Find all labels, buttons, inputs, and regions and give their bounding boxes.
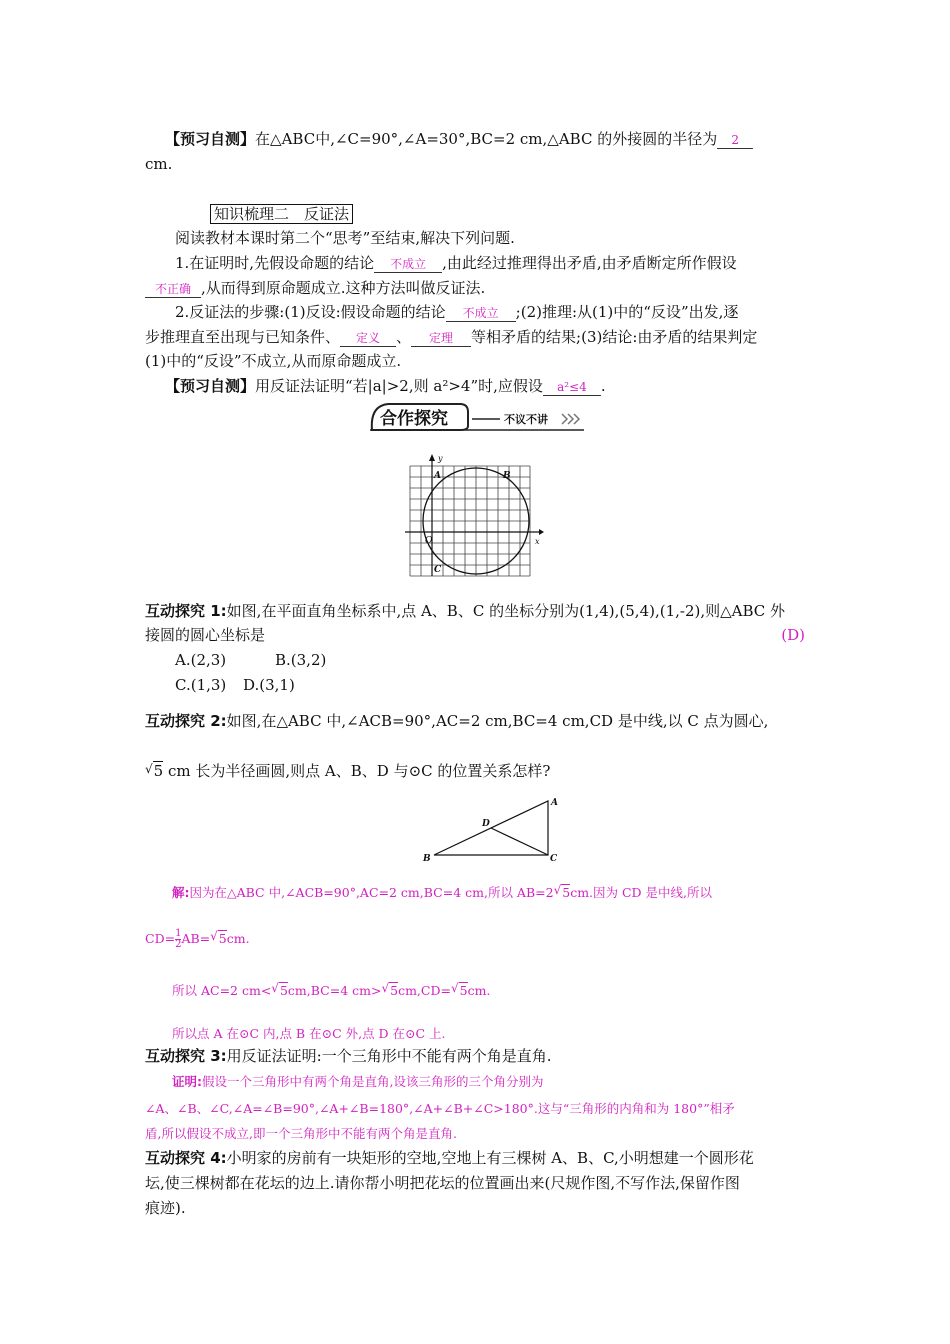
option-c[interactable]: C.(1,3) — [175, 676, 227, 694]
exercise-4: 互动探究 4:小明家的房前有一块矩形的空地,空地上有三棵树 A、B、C,小明想建一个圆形花 — [145, 1149, 754, 1167]
answer-blank[interactable]: 2 — [717, 132, 753, 149]
cooperation-banner — [368, 400, 586, 434]
point-b-label: B — [503, 471, 511, 481]
solution-line-2: CD= $\frac{1}{2}$ AB=√5cm. — [145, 928, 250, 950]
option-a[interactable]: A.(2,3) — [175, 651, 227, 669]
proof-line-1: 证明:假设一个三角形中有两个角是直角,设该三角形的三个角分别为 — [172, 1074, 544, 1089]
triangle-svg — [420, 795, 570, 865]
unit-text: cm. — [145, 155, 173, 173]
q2-line: 2.反证法的步骤:(1)反设:假设命题的结论 不成立 ;(2)推理:从(1)中的“反设”出发,逐 — [175, 303, 739, 321]
answer-blank[interactable]: 定义 — [340, 330, 396, 347]
point-c-label: C — [434, 565, 442, 575]
grid-svg — [405, 452, 545, 578]
point-a-label: A — [434, 471, 441, 481]
exercise-1: 互动探究 1:如图,在平面直角坐标系中,点 A、B、C 的坐标分别为(1,4),(5,4),(1,-2),则△ABC 外 — [145, 602, 786, 620]
q2-line-2: 步推理直至出现与已知条件、 定义 、 定理 等相矛盾的结果;(3)结论:由矛盾的结果判定 — [145, 328, 758, 346]
answer-blank[interactable]: 不成立 — [374, 256, 442, 273]
exercise-2: 互动探究 2:如图,在△ABC 中,∠ACB=90°,AC=2 cm,BC=4 cm,CD 是中线,以 C 点为圆心, — [145, 712, 769, 730]
exercise-2-line-2: √5 cm 长为半径画圆,则点 A、B、D 与⊙C 的位置关系怎样? — [145, 760, 550, 783]
coordinate-grid-figure — [405, 452, 545, 582]
banner-title: 合作探究 — [380, 409, 448, 429]
banner-subtitle: 不议不讲 — [504, 413, 548, 426]
q2-line-3: (1)中的“反设”不成立,从而原命题成立. — [145, 352, 402, 370]
proof-line-2: ∠A、∠B、∠C,∠A=∠B=90°,∠A+∠B=180°,∠A+∠B+∠C>180°.这与“三角形的内角和为 180°”相矛 — [145, 1101, 735, 1116]
solution-line-1: 解:因为在△ABC 中,∠ACB=90°,AC=2 cm,BC=4 cm,所以 AB=2√5cm.因为 CD 是中线,所以 — [172, 883, 713, 900]
tri-d-label: D — [482, 819, 490, 829]
exercise-4-line-2: 坛,使三棵树都在花坛的边上.请你帮小明把花坛的位置画出来(尺规作图,不写作法,保留作图 — [145, 1174, 740, 1192]
preview-question-2: 【预习自测】用反证法证明“若|a|>2,则 a²>4”时,应假设 a²≤4 . — [165, 377, 606, 395]
option-b[interactable]: B.(3,2) — [275, 651, 327, 669]
answer-blank[interactable]: 不成立 — [446, 305, 516, 322]
sqrt-5: √5 — [145, 762, 164, 780]
section-title: 知识梳理二 反证法 — [210, 203, 353, 225]
origin-label: O — [425, 536, 433, 546]
answer-blank[interactable]: a²≤4 — [543, 379, 601, 396]
answer-blank[interactable]: 不正确 — [145, 281, 201, 298]
preview-tag: 【预习自测】 — [165, 130, 256, 148]
solution-line-4: 所以点 A 在⊙C 内,点 B 在⊙C 外,点 D 在⊙C 上. — [172, 1026, 446, 1041]
solution-line-3: 所以 AC=2 cm<√5cm,BC=4 cm>√5cm,CD=√5cm. — [172, 981, 491, 998]
answer-blank[interactable]: 定理 — [411, 330, 471, 347]
fraction-half: $\frac{1}{2}$ — [175, 928, 182, 950]
exercise-4-line-3: 痕迹). — [145, 1199, 186, 1217]
preview-question-1: 【预习自测】在△ABC中,∠C=90°,∠A=30°,BC=2 cm,△ABC 的外接圆的半径为 2 — [165, 128, 753, 150]
exercise-1-line-2: 接圆的圆心坐标是 (D) — [145, 626, 805, 644]
axis-y-label: y — [438, 454, 443, 463]
banner-graphic — [368, 400, 586, 434]
axis-x-label: x — [535, 537, 540, 546]
q1-line: 1.在证明时,先假设命题的结论 不成立 ,由此经过推理得出矛盾,由矛盾断定所作假设 — [175, 254, 737, 272]
tri-a-label: A — [551, 798, 558, 808]
tri-c-label: C — [550, 854, 558, 864]
exercise-3: 互动探究 3:用反证法证明:一个三角形中不能有两个角是直角. — [145, 1047, 552, 1065]
q1-line-2: 不正确 ,从而得到原命题成立.这种方法叫做反证法. — [145, 277, 485, 299]
section-intro: 阅读教材本课时第二个“思考”至结束,解决下列问题. — [175, 229, 515, 247]
proof-line-3: 盾,所以假设不成立,即一个三角形中不能有两个角是直角. — [145, 1126, 457, 1141]
option-d[interactable]: D.(3,1) — [243, 676, 295, 694]
tri-b-label: B — [423, 854, 431, 864]
arrows-icon — [562, 414, 579, 424]
exercise-1-answer: (D) — [781, 626, 805, 644]
triangle-figure — [420, 795, 570, 869]
